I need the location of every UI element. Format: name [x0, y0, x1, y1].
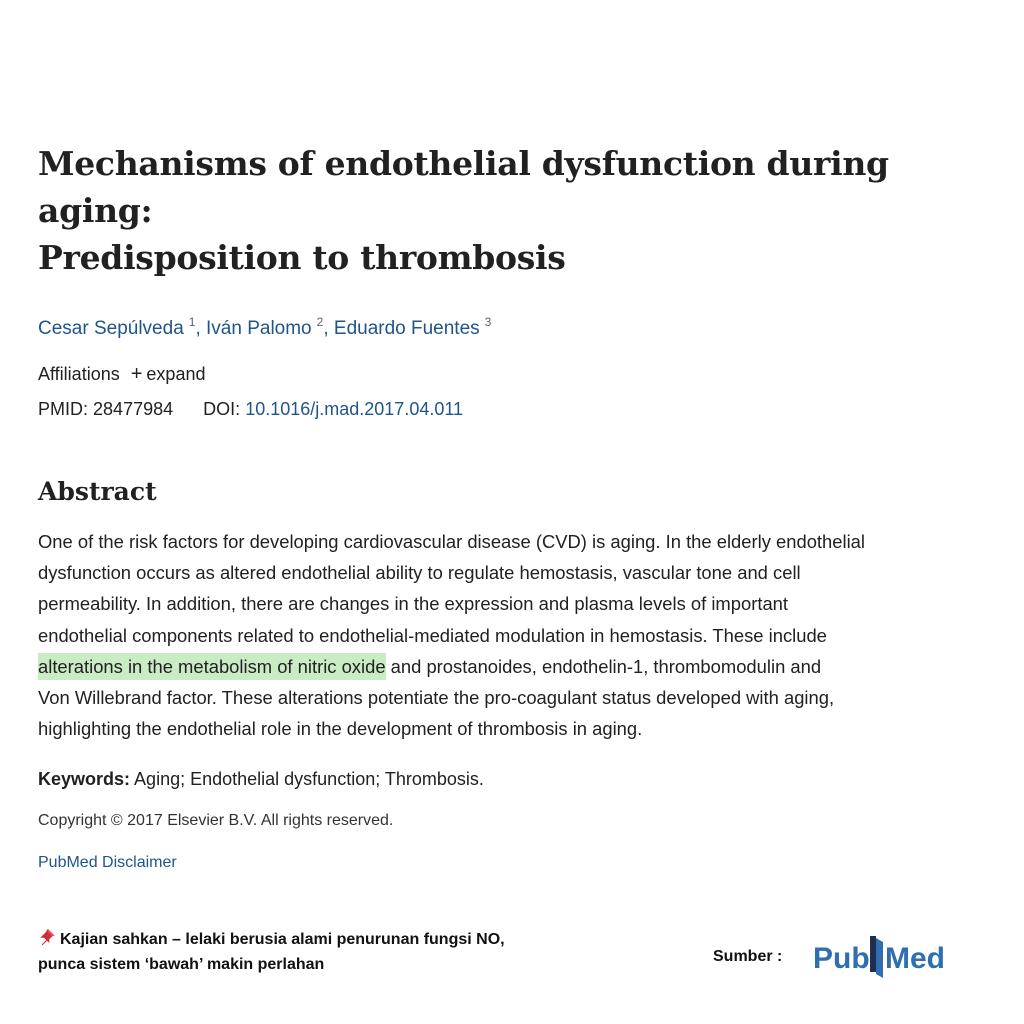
abstract-line: endothelial components related to endothelial-mediated modulation in hemostasis. These include	[38, 624, 827, 646]
highlighted-phrase: alterations in the metabolism of nitric oxide	[38, 653, 386, 680]
logo-text-med: Med	[885, 942, 945, 975]
author-link[interactable]: Cesar Sepúlveda	[38, 318, 184, 339]
pubmed-logo	[813, 932, 953, 982]
keywords-label: Keywords:	[38, 769, 131, 790]
doi-label: DOI:	[203, 399, 241, 419]
doi-link[interactable]: 10.1016/j.mad.2017.04.011	[245, 399, 464, 419]
affiliations-row	[38, 362, 988, 386]
abstract-line: permeability. In addition, there are changes in the expression and plasma levels of important	[38, 593, 789, 615]
abstract-line: and prostanoides, endothelin-1, thrombomodulin and	[385, 655, 822, 677]
affiliation-ref[interactable]: 3	[484, 315, 492, 329]
author-link[interactable]: Eduardo Fuentes	[333, 318, 480, 339]
article	[38, 140, 988, 872]
copyright: Copyright © 2017 Elsevier B.V. All rights reserved.	[38, 812, 394, 830]
logo-text-pub: Pub	[813, 942, 870, 975]
abstract-line: One of the risk factors for developing cardiovascular disease (CVD) is aging. In the elderly endothelial	[38, 531, 865, 552]
title-line-1: Mechanisms of endothelial dysfunction during aging:	[38, 144, 889, 230]
keywords	[38, 766, 988, 792]
footer-note	[38, 927, 658, 977]
abstract-text	[38, 526, 983, 744]
expand-affiliations-button[interactable]	[131, 364, 206, 384]
author-1	[38, 315, 196, 339]
title-line-2: Predisposition to thrombosis	[38, 238, 566, 277]
pmid-label: PMID:	[38, 399, 89, 419]
pubmed-disclaimer-link[interactable]: PubMed Disclaimer	[38, 854, 177, 872]
abstract-line: highlighting the endothelial role in the development of thrombosis in aging.	[38, 718, 643, 740]
footer-note-line-1: Kajian sahkan – lelaki berusia alami penurunan fungsi NO,	[60, 931, 505, 948]
abstract-line: dysfunction occurs as altered endothelial ability to regulate hemostasis, vascular tone and cell	[38, 562, 801, 584]
affiliation-ref[interactable]: 2	[316, 315, 324, 329]
plus-icon: +	[130, 363, 143, 385]
abstract-line: Von Willebrand factor. These alterations potentiate the pro-coagulant status developed with aging,	[38, 687, 835, 709]
affiliation-ref[interactable]: 1	[188, 315, 196, 329]
author-list: Cesar Sepúlveda $^1$, Iván Palomo $^2$, Eduardo Fuentes $^3$	[38, 315, 492, 339]
expand-label: expand	[146, 364, 206, 384]
identifiers	[38, 397, 988, 421]
affiliations-label: Affiliations	[38, 364, 120, 384]
article-title	[38, 140, 988, 281]
keywords-value: Aging; Endothelial dysfunction; Thrombosis.	[134, 769, 484, 790]
author-link[interactable]: Iván Palomo	[206, 318, 312, 339]
footer-note-line-2: punca sistem ‘bawah’ makin perlahan	[38, 956, 325, 973]
author-3	[333, 315, 492, 339]
author-2	[206, 315, 324, 339]
pushpin-icon	[38, 928, 56, 946]
source-label: Sumber :	[713, 948, 783, 965]
abstract-heading: Abstract	[38, 477, 157, 506]
pmid-value: 28477984	[93, 399, 174, 419]
